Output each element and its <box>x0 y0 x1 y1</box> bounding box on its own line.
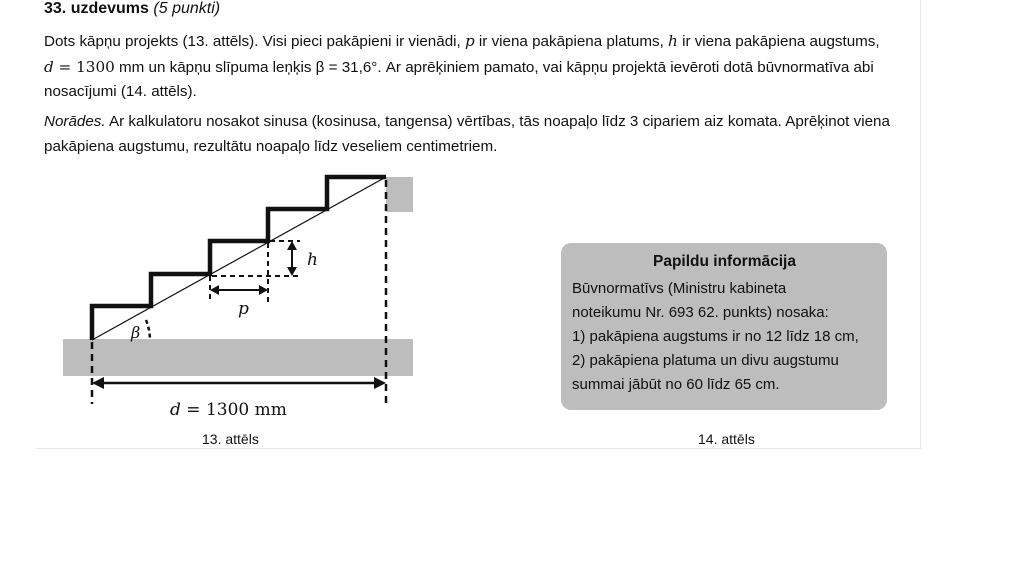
figure-13-caption: 13. attēls <box>202 431 259 447</box>
info-box-title: Papildu informācija <box>653 253 796 270</box>
task-number-title: 33. uzdevums <box>44 0 149 17</box>
var-h: h <box>668 32 678 50</box>
beta-angle-arc <box>146 320 150 340</box>
info-line-3: 1) pakāpiena augstums ir no 12 līdz 18 cm, <box>572 328 859 345</box>
task-text-1: Dots kāpņu projekts (13. attēls). Visi pieci pakāpieni ir vienādi, <box>44 33 465 50</box>
info-line-2: noteikumu Nr. 693 62. punkts) nosaka: <box>572 304 829 321</box>
label-h: h <box>307 250 318 270</box>
note-label: Norādes. <box>44 113 106 130</box>
info-box <box>561 243 887 410</box>
d-arrow-head-left <box>92 377 104 389</box>
label-d-var: d <box>170 400 181 420</box>
d-arrow-head-right <box>374 377 386 389</box>
label-d-eq: = 1300 mm <box>180 400 287 420</box>
label-p: p <box>238 299 249 319</box>
task-points: (5 punkti) <box>153 0 221 17</box>
floor-block <box>63 339 413 376</box>
label-d <box>170 400 287 420</box>
h-arrow-head-top <box>287 241 297 250</box>
d-value: = 1300 <box>53 57 115 76</box>
p-arrow-head-right <box>259 285 268 295</box>
label-beta: β <box>131 323 141 342</box>
top-landing-block <box>386 177 413 212</box>
info-line-4: 2) pakāpiena platuma un divu augstumu <box>572 352 839 369</box>
task-text-2: ir viena pakāpiena platums, <box>474 33 669 50</box>
info-line-5: summai jābūt no 60 līdz 65 cm. <box>572 376 780 393</box>
info-line-1: Būvnormatīvs (Ministru kabineta <box>572 280 787 297</box>
task-text-4: mm un kāpņu slīpuma leņķis β = 31,6°. Ar aprēķiniem pamato, vai kāpņu projektā ievēroti dotā būvnormatīva abi nosacījumi (14. attēls). <box>44 58 874 100</box>
note-text: Ar kalkulatoru nosakot sinusa (kosinusa, tangensa) vērtības, tās noapaļo līdz 3 cipariem aiz komata. Aprēķinot viena pakāpiena augstumu, rezultātu noapaļo līdz veseliem centimetriem. <box>44 113 890 155</box>
var-p: p <box>464 32 475 50</box>
task-text-3: ir viena pakāpiena augstums, <box>677 33 880 50</box>
var-d: d <box>44 57 54 76</box>
figure-14-caption: 14. attēls <box>698 431 755 447</box>
h-arrow-head-bottom <box>287 267 297 276</box>
p-arrow-head-left <box>210 285 219 295</box>
